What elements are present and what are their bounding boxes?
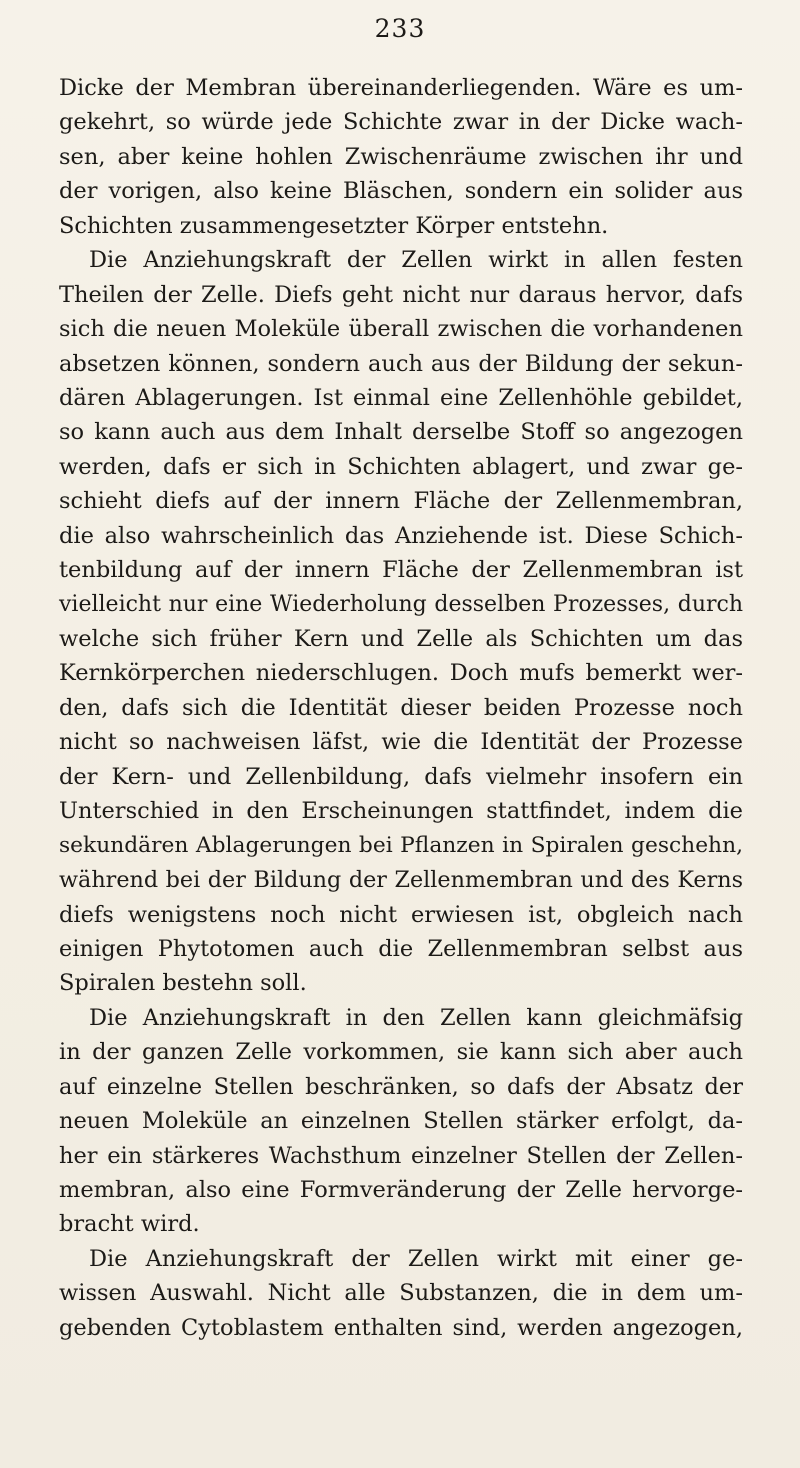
text-line: bracht wird. — [59, 1211, 200, 1238]
text-line: so kann auch aus dem Inhalt derselbe Stoff so angezogen — [59, 419, 743, 446]
text-line: vielleicht nur eine Wiederholung desselben Prozesses, durch — [59, 591, 743, 617]
text-line: membran, also eine Formveränderung der Zelle hervorge- — [59, 1177, 743, 1203]
text-line: her ein stärkeres Wachsthum einzelner Stellen der Zellen- — [59, 1142, 743, 1169]
text-line: der Kern- und Zellenbildung, dafs vielmehr insofern ein — [59, 763, 743, 790]
text-line: Die Anziehungskraft in den Zellen kann gleichmäfsig — [89, 1004, 743, 1031]
text-line: wissen Auswahl. Nicht alle Substanzen, die in dem um- — [59, 1280, 743, 1307]
text-line: Die Anziehungskraft der Zellen wirkt mit einer ge- — [89, 1245, 743, 1272]
text-line: sich die neuen Moleküle überall zwischen die vorhandenen — [59, 316, 743, 343]
text-line: den, dafs sich die Identität dieser beiden Prozesse noch — [59, 694, 743, 721]
text-line: sen, aber keine hohlen Zwischenräume zwischen ihr und — [59, 143, 743, 170]
text-line: Die Anziehungskraft der Zellen wirkt in allen festen — [89, 247, 743, 274]
page-number: 233 — [374, 14, 426, 43]
text-line: in der ganzen Zelle vorkommen, sie kann sich aber auch — [59, 1039, 743, 1066]
text-line: welche sich früher Kern und Zelle als Schichten um das — [59, 626, 743, 652]
text-line: sekundären Ablagerungen bei Pflanzen in Spiralen geschehn, — [59, 832, 743, 858]
text-line: nicht so nachweisen läfst, wie die Identität der Prozesse — [59, 729, 743, 756]
text-line: Theilen der Zelle. Diefs geht nicht nur daraus hervor, dafs — [59, 281, 743, 308]
text-line: Dicke der Membran übereinanderliegenden. Wäre es um- — [59, 75, 743, 101]
text-line: absetzen können, sondern auch aus der Bildung der sekun- — [59, 350, 743, 377]
text-line: dären Ablagerungen. Ist einmal eine Zellenhöhle gebildet, — [59, 384, 743, 411]
text-line: Unterschied in den Erscheinungen stattfindet, indem die — [59, 798, 743, 825]
text-line: gekehrt, so würde jede Schichte zwar in der Dicke wach- — [59, 109, 743, 136]
text-line: gebenden Cytoblastem enthalten sind, werden angezogen, — [59, 1314, 743, 1341]
text-line: diefs wenigstens noch nicht erwiesen ist, obgleich nach — [59, 901, 743, 928]
text-line: auf einzelne Stellen beschränken, so dafs der Absatz der — [59, 1073, 743, 1100]
text-line: während bei der Bildung der Zellenmembran und des Kerns — [59, 867, 743, 894]
text-line: die also wahrscheinlich das Anziehende ist. Diese Schich- — [59, 522, 743, 549]
text-line: einigen Phytotomen auch die Zellenmembran selbst aus — [59, 935, 743, 962]
text-line: werden, dafs er sich in Schichten ablagert, und zwar ge- — [59, 453, 743, 480]
text-line: tenbildung auf der innern Fläche der Zellenmembran ist — [59, 557, 743, 584]
text-line: Kernkörperchen niederschlugen. Doch mufs bemerkt wer- — [59, 660, 743, 687]
text-line: Spiralen bestehn soll. — [59, 970, 307, 997]
text-line: neuen Moleküle an einzelnen Stellen stärker erfolgt, da- — [59, 1108, 743, 1135]
text-line: Schichten zusammengesetzter Körper entstehn. — [59, 212, 609, 239]
text-line: schieht diefs auf der innern Fläche der Zellenmembran, — [59, 488, 743, 515]
text-line: der vorigen, also keine Bläschen, sondern ein solider aus — [59, 178, 743, 205]
body-text — [59, 71, 743, 1345]
